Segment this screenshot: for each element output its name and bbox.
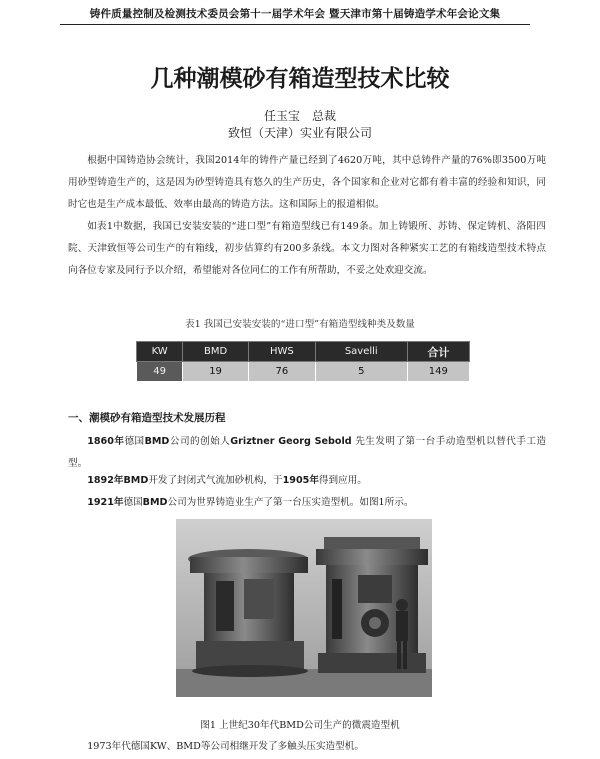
- history-paragraph-4: 1973年代德国KW、BMD等公司相继开发了多触头压实造型机。: [87, 741, 364, 752]
- section-heading: 一、潮模砂有箱造型技术发展历程: [68, 412, 226, 424]
- affiliation-line: 致恒（天津）实业有限公司: [227, 126, 372, 140]
- table-row: [137, 362, 470, 382]
- table-header-cell: BMD: [183, 342, 249, 362]
- text-run: 公司为世界铸造业生产了第一台压实造型机。如图1所示。: [167, 497, 414, 508]
- year-text: 1892年: [87, 475, 124, 486]
- table-cell: 19: [183, 362, 249, 382]
- history-paragraph-3: [68, 492, 546, 514]
- company-text: BMD: [142, 497, 168, 508]
- table-cell: 149: [407, 362, 469, 382]
- article-title: 几种潮模砂有箱造型技术比较: [150, 66, 450, 92]
- running-header: 铸件质量控制及检测技术委员会第十一届学术年会 暨天津市第十届铸造学术年会论文集: [60, 6, 530, 25]
- author-line: 任玉宝 总裁: [263, 109, 336, 123]
- line-count-table: [136, 341, 470, 382]
- text-run: 得到应用。: [318, 475, 367, 486]
- intro-paragraph-2: 如表1中数据，我国已安装安装的“进口型”有箱造型线已有149条。加上铸锻所、苏铸、保定铸机、洛阳四院、天津致恒等公司生产的有箱线，初步估算约有200多条线。本文力图对各种紧实工艺的有箱线造型技术特点向各位专家及同行予以介绍，希望能对各位同仁的工作有所帮助，不妥之处欢迎交流。: [68, 221, 546, 276]
- table-cell: 49: [137, 362, 183, 382]
- history-paragraph-2: [68, 470, 546, 492]
- table-caption: 表1 我国已安装安装的“进口型”有箱造型线种类及数量: [184, 319, 416, 330]
- year-text: 1905年: [282, 475, 319, 486]
- text-run: 公司的创始人: [169, 436, 231, 447]
- text-run: 德国: [124, 436, 145, 447]
- figure-caption: 图1 上世纪30年代BMD公司生产的微震造型机: [200, 720, 400, 731]
- table-header-cell: KW: [137, 342, 183, 362]
- history-paragraph-1: [68, 431, 546, 475]
- company-text: BMD: [144, 436, 170, 447]
- year-text: 1860年: [87, 436, 125, 447]
- table-cell: 5: [315, 362, 407, 382]
- company-text: BMD: [123, 475, 149, 486]
- person-name: Griztner Georg Sebold: [230, 436, 352, 447]
- table-header-row: [137, 342, 470, 362]
- text-run: 德国: [123, 497, 143, 508]
- table-cell: 76: [248, 362, 315, 382]
- molding-machine-illustration: [176, 519, 432, 697]
- text-run: 先生发明了第一台手动造型机以替代手工造型。: [68, 436, 547, 469]
- table-header-cell: 合计: [407, 342, 469, 362]
- intro-paragraph-1: 根据中国铸造协会统计，我国2014年的铸件产量已经到了4620万吨，其中总铸件产量的76%即3500万吨用砂型铸造生产的，这是因为砂型铸造具有悠久的生产历史，各个国家和企业对它都有着丰富的经验和知识，同时它也是生产成本最低、效率由最高的铸造方法。这和国际上的报道相似。: [68, 155, 546, 210]
- table-header-cell: HWS: [248, 342, 315, 362]
- figure-1-photo: [176, 519, 432, 697]
- text-run: 开发了封闭式气流加砂机构，于: [148, 475, 283, 486]
- year-text: 1921年: [87, 497, 124, 508]
- table-header-cell: Savelli: [315, 342, 407, 362]
